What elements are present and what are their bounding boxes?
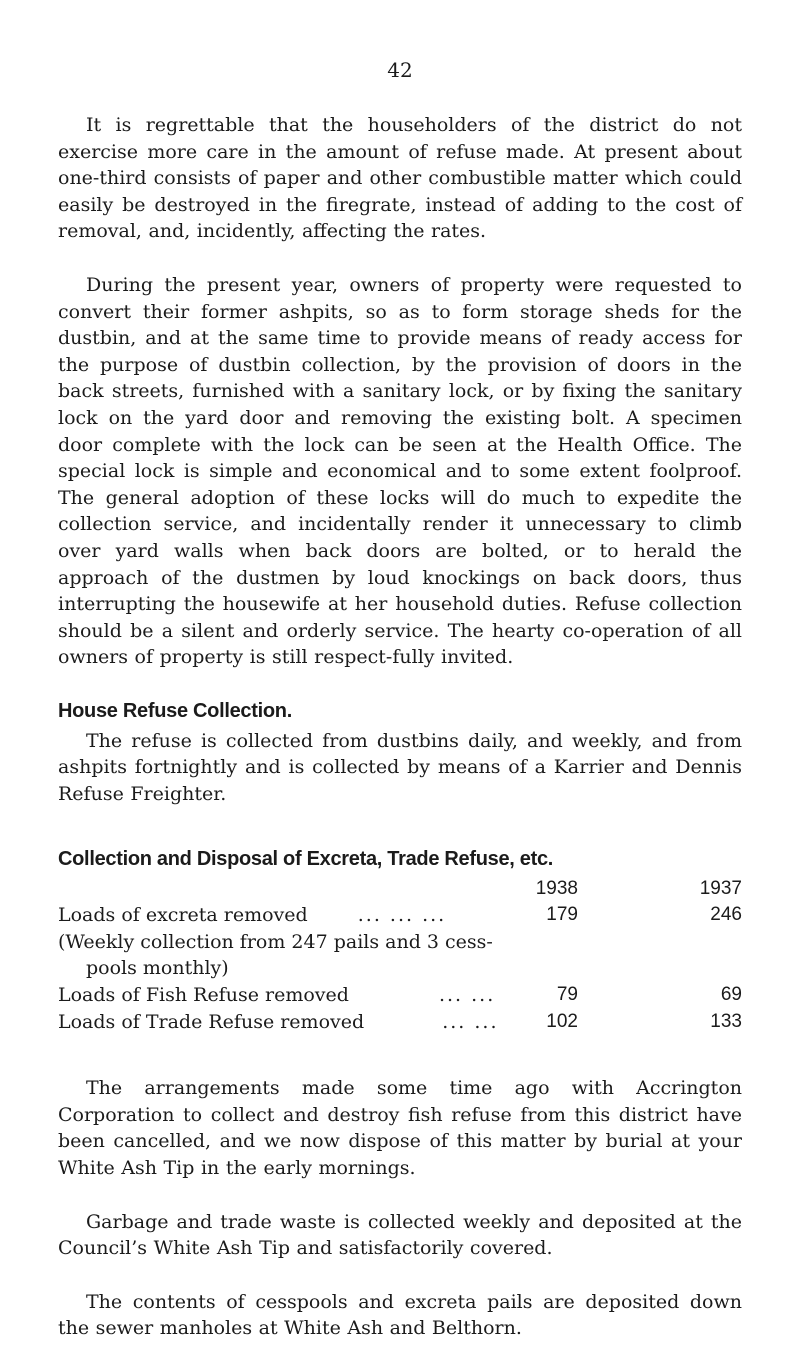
paragraph-garbage-trade-waste: Garbage and trade waste is collected weekly and deposited at the Council’s White Ash Tip and satisfactorily covered. [58, 1210, 742, 1260]
paragraph-ashpit-conversion: During the present year, owners of property were requested to convert their former ashpits, so as to form storage sheds for the dustbin, and at the same time to provide means of ready access for the purpose of dustbin collection, by the provision of doors in the back streets, furnished with a sanitary lock, or by fixing the sanitary lock on the yard door and removing the existing bolt. A specimen door complete with the lock can be seen at the Health Office. The special lock is simple and economical and to some extent foolproof. The general adoption of these locks will do much to expedite the collection service, and incidentally render it unnecessary to climb over yard walls when back doors are bolted, or to herald the approach of the dustmen by loud knockings on back doors, thus interrupting the housewife at her household duties. Refuse collection should be a silent and orderly service. The hearty co-operation of all owners of property is still respect-fully invited. [58, 273, 742, 669]
row-note: (Weekly collection from 247 pails and 3 cess- [58, 930, 493, 953]
row-label: Loads of Trade Refuse removed [58, 1010, 365, 1033]
paragraph-refuse-care: It is regrettable that the householders of the district do not exercise more care in the amount of refuse made. At present about one-third consists of paper and other combustible matter which could easily be destroyed in the firegrate, instead of adding to the cost of removal, and, incidently, affecting the rates. [58, 114, 742, 243]
heading-collection-disposal: Collection and Disposal of Excreta, Trade Refuse, etc. [58, 847, 554, 870]
table-header-row [58, 876, 742, 903]
value-1938: 179 [546, 904, 578, 926]
value-1937: 133 [710, 1010, 742, 1032]
value-1937: 69 [720, 984, 742, 1006]
row-label: Loads of excreta removed [58, 904, 308, 927]
dot-leader: ... ... [438, 984, 496, 1007]
refuse-statistics-table [58, 876, 742, 1036]
value-1938: 102 [546, 1010, 578, 1032]
paragraph-cesspools: The contents of cesspools and excreta pails are deposited down the sewer manholes at White Ash and Belthorn. [58, 1290, 742, 1340]
paragraph-refuse-collection-method: The refuse is collected from dustbins daily, and weekly, and from ashpits fortnightly and is collected by means of a Karrier and Dennis Refuse Freighter. [58, 729, 742, 806]
page-number: 42 [387, 58, 413, 82]
row-note-continued: pools monthly) [86, 957, 229, 980]
table-row [58, 1009, 742, 1036]
value-1937: 246 [710, 904, 742, 926]
dot-leader: ... ... [442, 1010, 499, 1033]
dot-leader: ... ... ... [357, 904, 447, 927]
heading-house-refuse-collection: House Refuse Collection. [58, 699, 292, 722]
table-row [58, 982, 742, 1009]
row-label: Loads of Fish Refuse removed [58, 984, 349, 1007]
table-row [58, 902, 742, 929]
table-row [58, 955, 742, 982]
paragraph-fish-refuse: The arrangements made some time ago with Accrington Corporation to collect and destroy fish refuse from this district have been cancelled, and we now dispose of this matter by burial at your White Ash Tip in the early mornings. [58, 1077, 742, 1179]
page-content [58, 112, 742, 1342]
value-1938: 79 [556, 984, 578, 1006]
column-header-1938: 1938 [535, 877, 578, 899]
table-row [58, 929, 742, 956]
column-header-1937: 1937 [699, 877, 742, 899]
